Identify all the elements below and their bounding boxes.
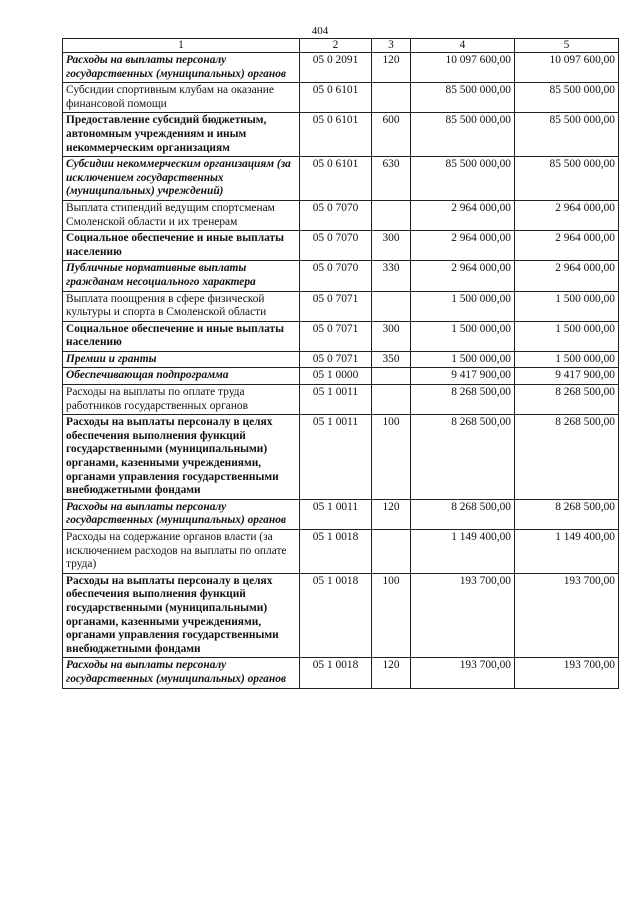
row-code-cell: 05 0 7070 [300, 200, 372, 230]
row-amount-2-cell: 9 417 900,00 [515, 368, 619, 385]
row-type-cell [372, 530, 411, 574]
row-name-cell: Расходы на выплаты персоналу государственных (муниципальных) органов [63, 53, 300, 83]
row-type-cell: 330 [372, 261, 411, 291]
table-row [63, 53, 619, 83]
row-amount-1-cell: 1 149 400,00 [411, 530, 515, 574]
row-type-cell [372, 385, 411, 415]
row-code-cell: 05 0 7070 [300, 231, 372, 261]
row-name-cell: Расходы на выплаты персоналу в целях обеспечения выполнения функций государственными (муниципальными) органами, казенными учреждениями, органами управления государственными внебюджетными фондами [63, 415, 300, 500]
row-amount-1-cell: 85 500 000,00 [411, 113, 515, 157]
row-code-cell: 05 1 0018 [300, 530, 372, 574]
column-header-type: 3 [372, 39, 411, 53]
row-type-cell: 100 [372, 573, 411, 658]
row-amount-2-cell: 2 964 000,00 [515, 200, 619, 230]
table-row [63, 385, 619, 415]
row-type-cell [372, 83, 411, 113]
row-amount-2-cell: 85 500 000,00 [515, 83, 619, 113]
row-name-cell: Публичные нормативные выплаты гражданам несоциального характера [63, 261, 300, 291]
table-row [63, 499, 619, 529]
table-row [63, 291, 619, 321]
row-name-cell: Предоставление субсидий бюджетным, автономным учреждениям и иным некоммерческим организациям [63, 113, 300, 157]
row-code-cell: 05 0 7071 [300, 291, 372, 321]
row-amount-2-cell: 8 268 500,00 [515, 385, 619, 415]
row-type-cell: 300 [372, 231, 411, 261]
table-row [63, 113, 619, 157]
table-row [63, 321, 619, 351]
row-code-cell: 05 1 0011 [300, 385, 372, 415]
row-amount-1-cell: 2 964 000,00 [411, 231, 515, 261]
row-name-cell: Субсидии некоммерческим организациям (за исключением государственных (муниципальных) учреждений) [63, 157, 300, 201]
row-amount-2-cell: 193 700,00 [515, 573, 619, 658]
row-type-cell: 120 [372, 499, 411, 529]
table-row [63, 415, 619, 500]
row-amount-2-cell: 8 268 500,00 [515, 499, 619, 529]
row-type-cell: 100 [372, 415, 411, 500]
table-row [63, 83, 619, 113]
row-name-cell: Премии и гранты [63, 351, 300, 368]
row-amount-1-cell: 8 268 500,00 [411, 415, 515, 500]
row-amount-1-cell: 9 417 900,00 [411, 368, 515, 385]
row-code-cell: 05 0 6101 [300, 157, 372, 201]
row-name-cell: Обеспечивающая подпрограмма [63, 368, 300, 385]
table-row [63, 368, 619, 385]
row-name-cell: Социальное обеспечение и иные выплаты населению [63, 231, 300, 261]
row-amount-1-cell: 1 500 000,00 [411, 351, 515, 368]
row-amount-2-cell: 1 149 400,00 [515, 530, 619, 574]
row-code-cell: 05 0 7071 [300, 321, 372, 351]
row-amount-1-cell: 8 268 500,00 [411, 385, 515, 415]
row-amount-1-cell: 1 500 000,00 [411, 291, 515, 321]
row-amount-1-cell: 1 500 000,00 [411, 321, 515, 351]
column-header-name: 1 [63, 39, 300, 53]
table-row [63, 658, 619, 688]
row-type-cell: 120 [372, 53, 411, 83]
row-amount-2-cell: 2 964 000,00 [515, 261, 619, 291]
row-code-cell: 05 1 0011 [300, 499, 372, 529]
column-header-amount-2: 5 [515, 39, 619, 53]
row-name-cell: Расходы на выплаты персоналу государственных (муниципальных) органов [63, 658, 300, 688]
row-amount-1-cell: 85 500 000,00 [411, 157, 515, 201]
row-code-cell: 05 1 0011 [300, 415, 372, 500]
row-code-cell: 05 1 0000 [300, 368, 372, 385]
row-code-cell: 05 1 0018 [300, 573, 372, 658]
row-amount-2-cell: 1 500 000,00 [515, 321, 619, 351]
row-name-cell: Расходы на содержание органов власти (за исключением расходов на выплаты по оплате труда) [63, 530, 300, 574]
page-number: 404 [311, 25, 329, 37]
row-amount-1-cell: 193 700,00 [411, 573, 515, 658]
table-row [63, 530, 619, 574]
row-amount-2-cell: 85 500 000,00 [515, 157, 619, 201]
row-name-cell: Расходы на выплаты персоналу государственных (муниципальных) органов [63, 499, 300, 529]
row-amount-2-cell: 2 964 000,00 [515, 231, 619, 261]
table-header-row [63, 39, 619, 53]
row-name-cell: Субсидии спортивным клубам на оказание финансовой помощи [63, 83, 300, 113]
row-type-cell [372, 200, 411, 230]
row-code-cell: 05 1 0018 [300, 658, 372, 688]
row-name-cell: Расходы на выплаты персоналу в целях обеспечения выполнения функций государственными (муниципальными) органами, казенными учреждениями, органами управления государственными внебюджетными фондами [63, 573, 300, 658]
budget-table [62, 38, 619, 689]
table-row [63, 231, 619, 261]
table-row [63, 261, 619, 291]
row-code-cell: 05 0 2091 [300, 53, 372, 83]
row-type-cell: 630 [372, 157, 411, 201]
row-amount-2-cell: 8 268 500,00 [515, 415, 619, 500]
row-amount-1-cell: 2 964 000,00 [411, 200, 515, 230]
row-code-cell: 05 0 6101 [300, 83, 372, 113]
row-amount-1-cell: 10 097 600,00 [411, 53, 515, 83]
row-code-cell: 05 0 6101 [300, 113, 372, 157]
table-row [63, 351, 619, 368]
row-amount-1-cell: 85 500 000,00 [411, 83, 515, 113]
table-row [63, 157, 619, 201]
row-amount-2-cell: 85 500 000,00 [515, 113, 619, 157]
row-amount-2-cell: 193 700,00 [515, 658, 619, 688]
row-amount-1-cell: 193 700,00 [411, 658, 515, 688]
row-amount-1-cell: 8 268 500,00 [411, 499, 515, 529]
row-amount-2-cell: 1 500 000,00 [515, 351, 619, 368]
table-row [63, 573, 619, 658]
row-amount-1-cell: 2 964 000,00 [411, 261, 515, 291]
row-code-cell: 05 0 7071 [300, 351, 372, 368]
row-code-cell: 05 0 7070 [300, 261, 372, 291]
row-type-cell [372, 291, 411, 321]
column-header-code: 2 [300, 39, 372, 53]
row-amount-2-cell: 1 500 000,00 [515, 291, 619, 321]
row-type-cell: 300 [372, 321, 411, 351]
row-name-cell: Выплата стипендий ведущим спортсменам Смоленской области и их тренерам [63, 200, 300, 230]
row-type-cell [372, 368, 411, 385]
row-name-cell: Выплата поощрения в сфере физической культуры и спорта в Смоленской области [63, 291, 300, 321]
row-type-cell: 350 [372, 351, 411, 368]
row-name-cell: Расходы на выплаты по оплате труда работников государственных органов [63, 385, 300, 415]
row-type-cell: 120 [372, 658, 411, 688]
table-row [63, 200, 619, 230]
column-header-amount-1: 4 [411, 39, 515, 53]
row-type-cell: 600 [372, 113, 411, 157]
row-amount-2-cell: 10 097 600,00 [515, 53, 619, 83]
row-name-cell: Социальное обеспечение и иные выплаты населению [63, 321, 300, 351]
